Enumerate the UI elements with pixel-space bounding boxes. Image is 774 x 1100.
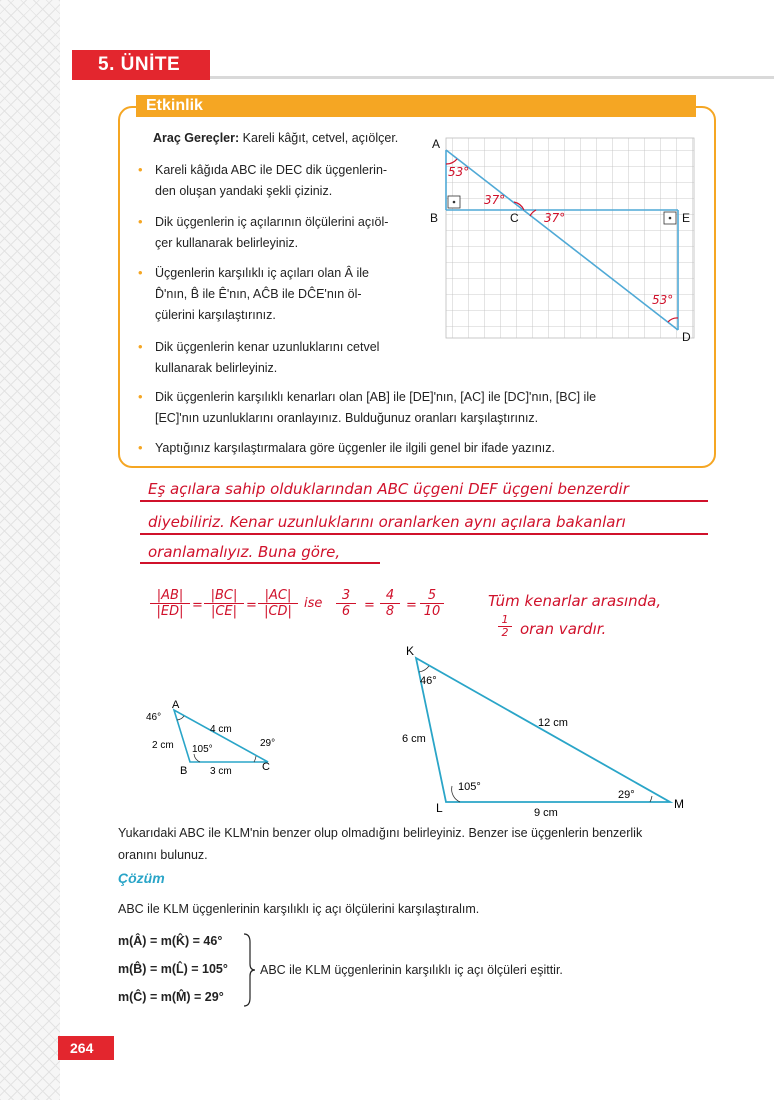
- page-number: 264: [58, 1036, 114, 1060]
- label-small-c: C: [262, 761, 270, 773]
- question-line-2: oranını bulunuz.: [118, 848, 208, 862]
- hand-line-3: oranlamalıyız. Buna göre,: [148, 543, 341, 561]
- unit-title: 5. ÜNİTE: [98, 54, 181, 75]
- bullet-1-line-1: Kareli kâğıda ABC ile DEC dik üçgenlerin-: [155, 163, 388, 177]
- bullet-dot: •: [138, 214, 143, 229]
- side-small-bc: 3 cm: [210, 766, 232, 777]
- bullet-3: [155, 263, 369, 326]
- angle-c2: 37°: [544, 211, 566, 225]
- red-underline-2: [140, 533, 708, 535]
- angle-c1: 37°: [484, 193, 506, 207]
- ratio-3: 3: [341, 588, 351, 603]
- conclusion-line-1: Tüm kenarlar arasında,: [488, 592, 662, 610]
- ratio-4: 4: [385, 588, 395, 603]
- grid-paper: [446, 138, 694, 338]
- tools-label: Araç Gereçler:: [153, 131, 240, 145]
- bullet-1-line-2: den oluşan yandaki şekli çiziniz.: [155, 184, 333, 198]
- angle-l: 105°: [458, 781, 481, 793]
- side-kl: 6 cm: [402, 733, 426, 745]
- label-m: M: [674, 797, 684, 811]
- bullet-2-line-2: çer kullanarak belirleyiniz.: [155, 236, 299, 250]
- half-den: 2: [501, 626, 509, 639]
- unit-tab: [72, 50, 210, 80]
- bullet-4-line-2: kullanarak belirleyiniz.: [155, 361, 278, 375]
- bullet-4: [155, 337, 379, 379]
- ratio-ed: |ED|: [156, 604, 184, 619]
- ratio-cd: |CD|: [264, 604, 292, 619]
- bullet-6: [155, 438, 555, 459]
- bullet-2-line-1: Dik üçgenlerin iç açılarının ölçülerini açıöl-: [155, 215, 389, 229]
- bullet-dot: •: [138, 339, 143, 354]
- conclusion-line-2: oran vardır.: [520, 620, 607, 638]
- bullet-5: [155, 387, 596, 429]
- angle-d: 53°: [652, 293, 674, 307]
- label-b: B: [430, 211, 439, 225]
- brace: [242, 932, 256, 1008]
- side-small-ac: 4 cm: [210, 724, 232, 735]
- bullet-dot: •: [138, 389, 143, 404]
- bullet-3-line-2: D̂'nın, B̂ ile Ê'nın, AĈB ile DĈE'nın öl-: [155, 287, 362, 301]
- bullet-3-line-1: Üçgenlerin karşılıklı iç açıları olan Â ile: [155, 266, 369, 280]
- bullet-5-line-1: Dik üçgenlerin karşılıklı kenarları olan [AB] ile [DE]'nın, [AC] ile [DC]'nın, [BC] ile: [155, 390, 597, 404]
- ratio-10: 10: [423, 604, 441, 619]
- ratio-ab: |AB|: [156, 588, 184, 603]
- equation-1: m(Â) = m(K̂) = 46°: [118, 934, 223, 948]
- hand-line-2: diyebiliriz. Kenar uzunluklarını oranlarken aynı açılara bakanları: [148, 513, 626, 531]
- solution-intro: ABC ile KLM üçgenlerinin karşılıklı iç açı ölçülerini karşılaştıralım.: [118, 902, 480, 916]
- equation-2: m(B̂) = m(L̂) = 105°: [118, 962, 228, 976]
- angle-k: 46°: [420, 675, 437, 687]
- hand-line-1: Eş açılara sahip olduklarından ABC üçgeni DEF üçgeni benzerdir: [148, 480, 629, 498]
- ratio-5: 5: [427, 588, 437, 603]
- label-l: L: [436, 801, 443, 815]
- bullet-3-line-3: çülerini karşılaştırınız.: [155, 308, 276, 322]
- bullet-2: [155, 212, 388, 254]
- label-e: E: [682, 211, 691, 225]
- question: [118, 822, 642, 866]
- side-lm: 9 cm: [534, 807, 558, 819]
- side-small-ab: 2 cm: [152, 740, 174, 751]
- solution-title: Çözüm: [118, 870, 165, 886]
- angle-a: 53°: [448, 165, 470, 179]
- side-km: 12 cm: [538, 717, 568, 729]
- label-k: K: [406, 644, 415, 658]
- solution-result: ABC ile KLM üçgenlerinin karşılıklı iç açı ölçüleri eşittir.: [260, 963, 563, 977]
- red-underline-3: [140, 562, 380, 564]
- ratio-6: 6: [341, 604, 351, 619]
- label-small-a: A: [172, 699, 180, 711]
- angle-small-a: 46°: [146, 712, 162, 723]
- ratio-ise: ise: [304, 596, 323, 611]
- label-c: C: [510, 211, 519, 225]
- bullet-4-line-1: Dik üçgenlerin kenar uzunluklarını cetvel: [155, 340, 380, 354]
- unit-bar: [210, 76, 774, 79]
- triangle-klm: [396, 642, 696, 820]
- triangle-abc: [140, 698, 290, 780]
- equation-3: m(Ĉ) = m(M̂) = 29°: [118, 990, 224, 1004]
- label-a: A: [432, 137, 441, 151]
- bullet-dot: •: [138, 440, 143, 455]
- grid-figure: [420, 134, 700, 346]
- red-underline-1: [140, 500, 708, 502]
- conclusion-half: [498, 614, 512, 639]
- angle-m: 29°: [618, 789, 635, 801]
- bullet-dot: •: [138, 265, 143, 280]
- ratio-bc: |BC|: [210, 588, 238, 603]
- question-line-1: Yukarıdaki ABC ile KLM'nin benzer olup olmadığını belirleyiniz. Benzer ise üçgenlerin benzerlik: [118, 826, 643, 840]
- ratio-ce: |CE|: [210, 604, 238, 619]
- ratio-8: 8: [385, 604, 395, 619]
- label-small-b: B: [180, 765, 188, 777]
- bullet-dot: •: [138, 162, 143, 177]
- angle-small-c: 29°: [260, 738, 276, 749]
- label-d: D: [682, 330, 691, 344]
- activity-header: [136, 95, 696, 117]
- activity-title: Etkinlik: [146, 97, 203, 114]
- angle-small-b: 105°: [192, 744, 213, 755]
- side-pattern: [0, 0, 60, 1100]
- bullet-1: [155, 160, 387, 202]
- half-num: 1: [501, 613, 509, 626]
- tools-line: [153, 128, 398, 149]
- bullet-5-line-2: [EC]'nın uzunluklarını oranlayınız. Bulduğunuz oranları karşılaştırınız.: [155, 411, 539, 425]
- tools-text: Kareli kâğıt, cetvel, açıölçer.: [242, 131, 399, 145]
- bullet-6-line-1: Yaptığınız karşılaştırmalara göre üçgenler ile ilgili genel bir ifade yazınız.: [155, 441, 555, 455]
- ratio-ac: |AC|: [264, 588, 292, 603]
